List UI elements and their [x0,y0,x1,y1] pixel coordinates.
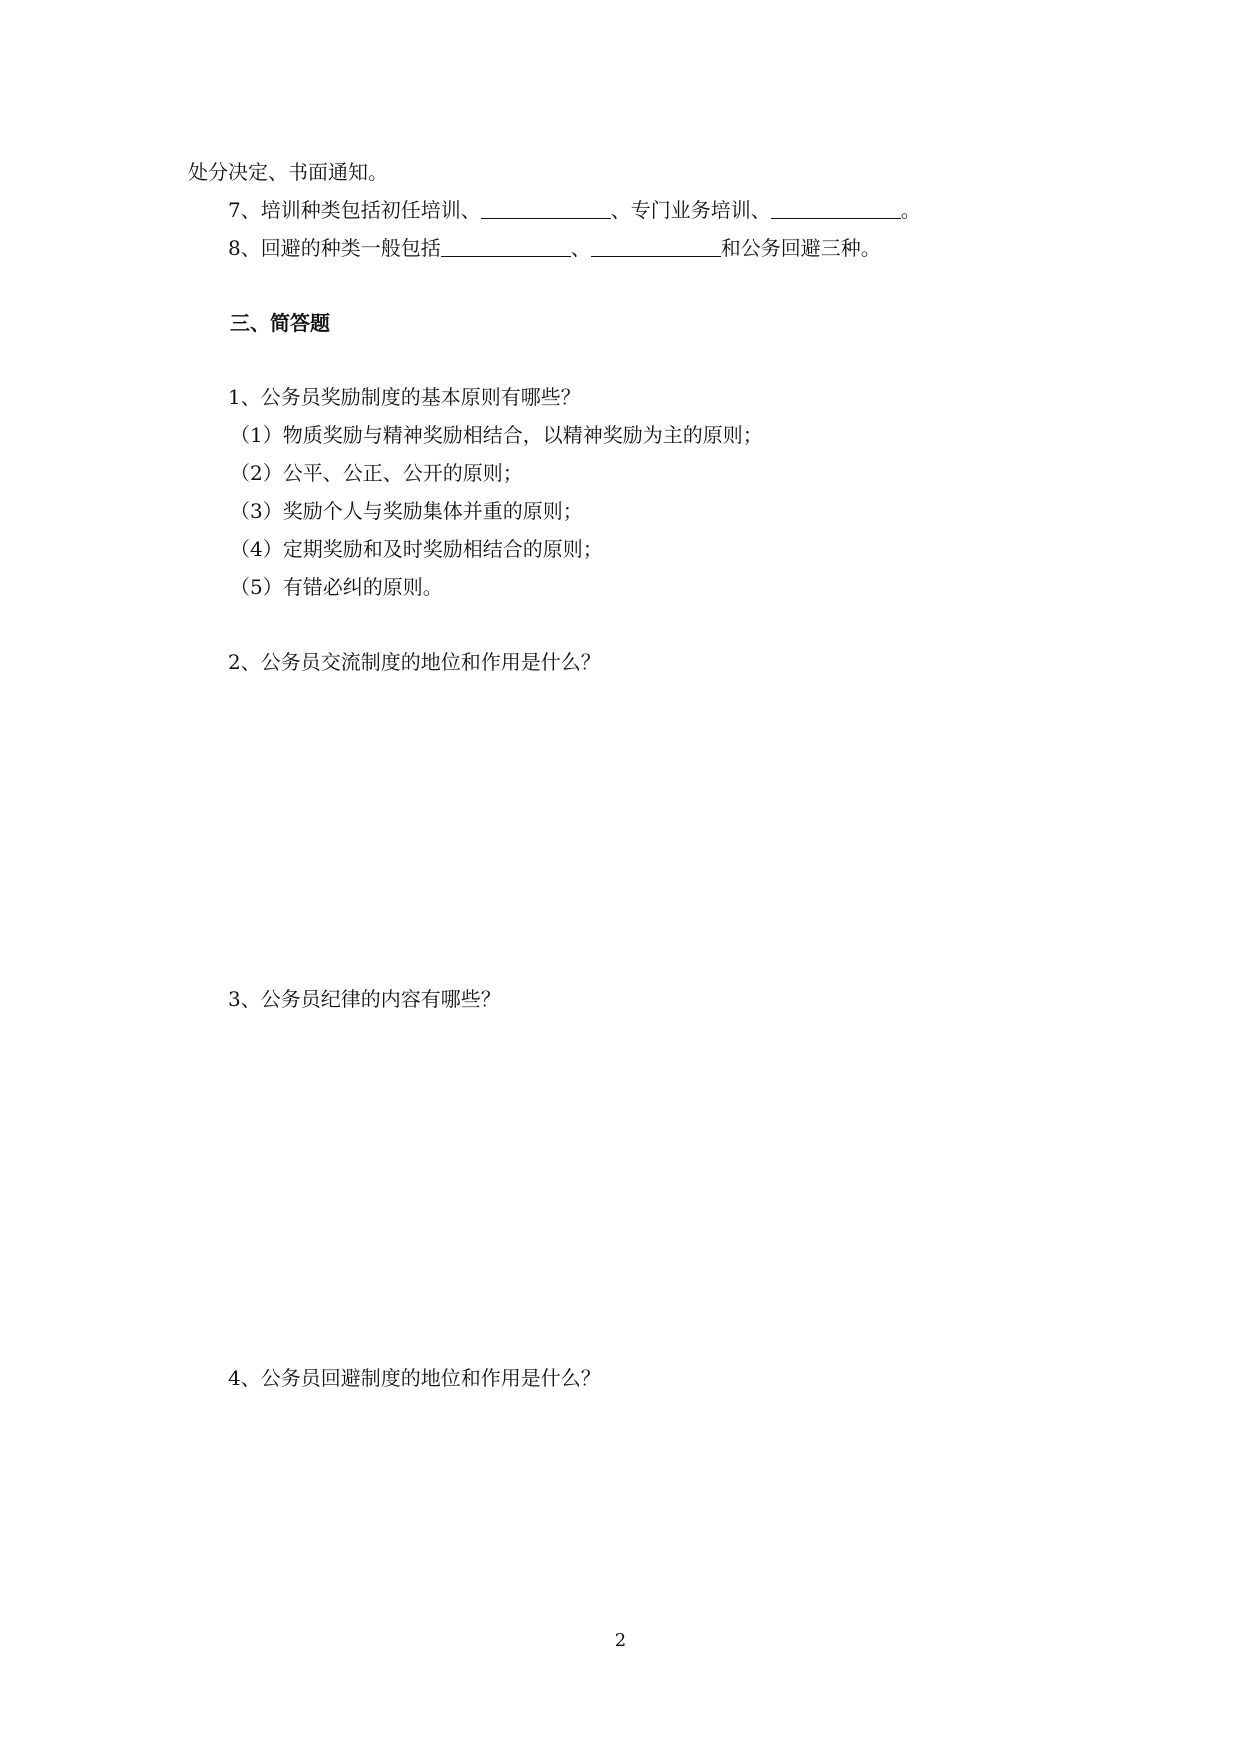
q7-text-end: 。 [900,198,921,222]
short-question-4: 4、公务员回避制度的地位和作用是什么？ [228,1366,601,1390]
section-3-title: 三、简答题 [230,311,330,335]
answer-item-5: （5）有错必纠的原则。 [230,575,443,599]
q8-text-mid: 、 [570,236,591,260]
q8-text-before: 8、回避的种类一般包括 [228,236,441,260]
q7-blank-1[interactable] [481,198,611,219]
q8-blank-1[interactable] [441,236,571,257]
short-question-1: 1、公务员奖励制度的基本原则有哪些？ [228,385,581,409]
q7-blank-2[interactable] [771,198,901,219]
fill-question-8 [228,234,881,262]
short-question-2: 2、公务员交流制度的地位和作用是什么？ [228,650,601,674]
q8-blank-2[interactable] [591,236,721,257]
answer-item-1: （1）物质奖励与精神奖励相结合，以精神奖励为主的原则； [230,423,763,447]
q7-text-mid: 、专门业务培训、 [610,198,771,222]
answer-item-3: （3）奖励个人与奖励集体并重的原则； [230,499,583,523]
short-question-3: 3、公务员纪律的内容有哪些？ [228,987,501,1011]
answer-item-4: （4）定期奖励和及时奖励相结合的原则； [230,537,603,561]
q7-text-before: 7、培训种类包括初任培训、 [228,198,481,222]
fill-question-7 [228,196,921,224]
q8-text-end: 和公务回避三种。 [720,236,881,260]
page-number: 2 [614,1630,627,1651]
continuation-line: 处分决定、书面通知。 [188,160,388,184]
answer-item-2: （2）公平、公正、公开的原则； [230,461,523,485]
